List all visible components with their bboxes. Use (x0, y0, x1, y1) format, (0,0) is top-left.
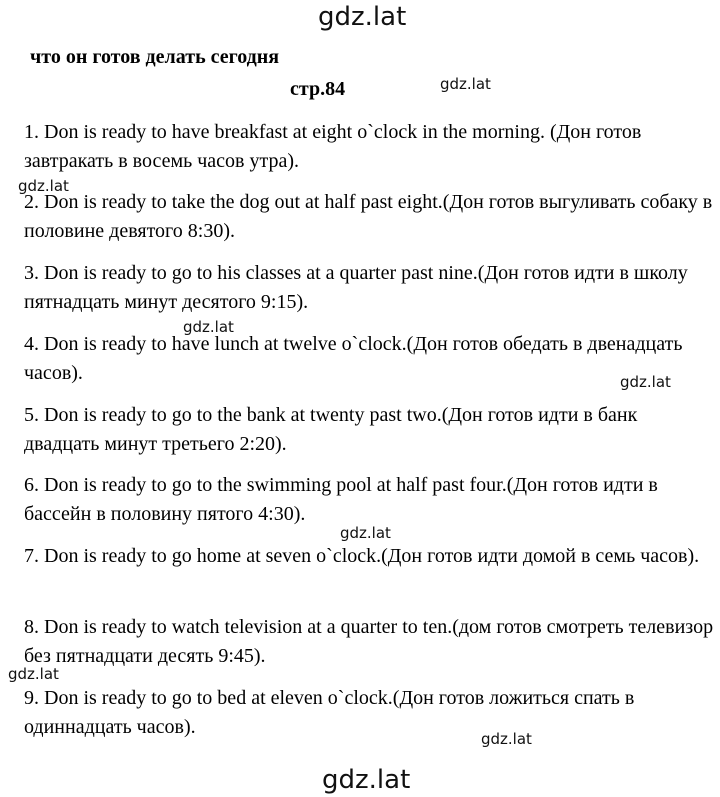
list-item: 4. Don is ready to have lunch at twelve o`clock.(Дон готов обедать в двенадцать часов). (24, 333, 683, 384)
watermark-small: gdz.lat (18, 177, 69, 195)
list-item: 2. Don is ready to take the dog out at half past eight.(Дон готов выгуливать собаку в половине девятого 8:30). (24, 191, 713, 242)
watermark-small: gdz.lat (440, 75, 491, 93)
list-item: 3. Don is ready to go to his classes at a quarter past nine.(Дон готов идти в школу пятнадцать минут десятого 9:15). (24, 262, 688, 313)
watermark-top: gdz.lat (318, 2, 407, 32)
watermark-small: gdz.lat (481, 730, 532, 748)
page-number: стр.84 (290, 78, 346, 100)
watermark-small: gdz.lat (620, 373, 671, 391)
watermark-bottom: gdz.lat (322, 765, 411, 795)
watermark-small: gdz.lat (8, 665, 59, 683)
list-item: 1. Don is ready to have breakfast at eight o`clock in the morning. (Дон готов завтракать в восемь часов утра). (24, 121, 642, 172)
list-item: 7. Don is ready to go home at seven o`clock.(Дон готов идти домой в семь часов). (24, 545, 700, 567)
section-heading: что он готов делать сегодня (30, 46, 280, 68)
list-item: 9. Don is ready to go to bed at eleven o`clock.(Дон готов ложиться спать в одиннадцать часов). (24, 687, 635, 738)
list-item: 6. Don is ready to go to the swimming pool at half past four.(Дон готов идти в бассейн в половину пятого 4:30). (24, 474, 658, 525)
watermark-small: gdz.lat (340, 524, 391, 542)
watermark-small: gdz.lat (183, 318, 234, 336)
list-item: 8. Don is ready to watch television at a quarter to ten.(дом готов смотреть телевизор без пятнадцати десять 9:45). (24, 616, 714, 667)
list-item: 5. Don is ready to go to the bank at twenty past two.(Дон готов идти в банк двадцать минут третьего 2:20). (24, 404, 638, 455)
